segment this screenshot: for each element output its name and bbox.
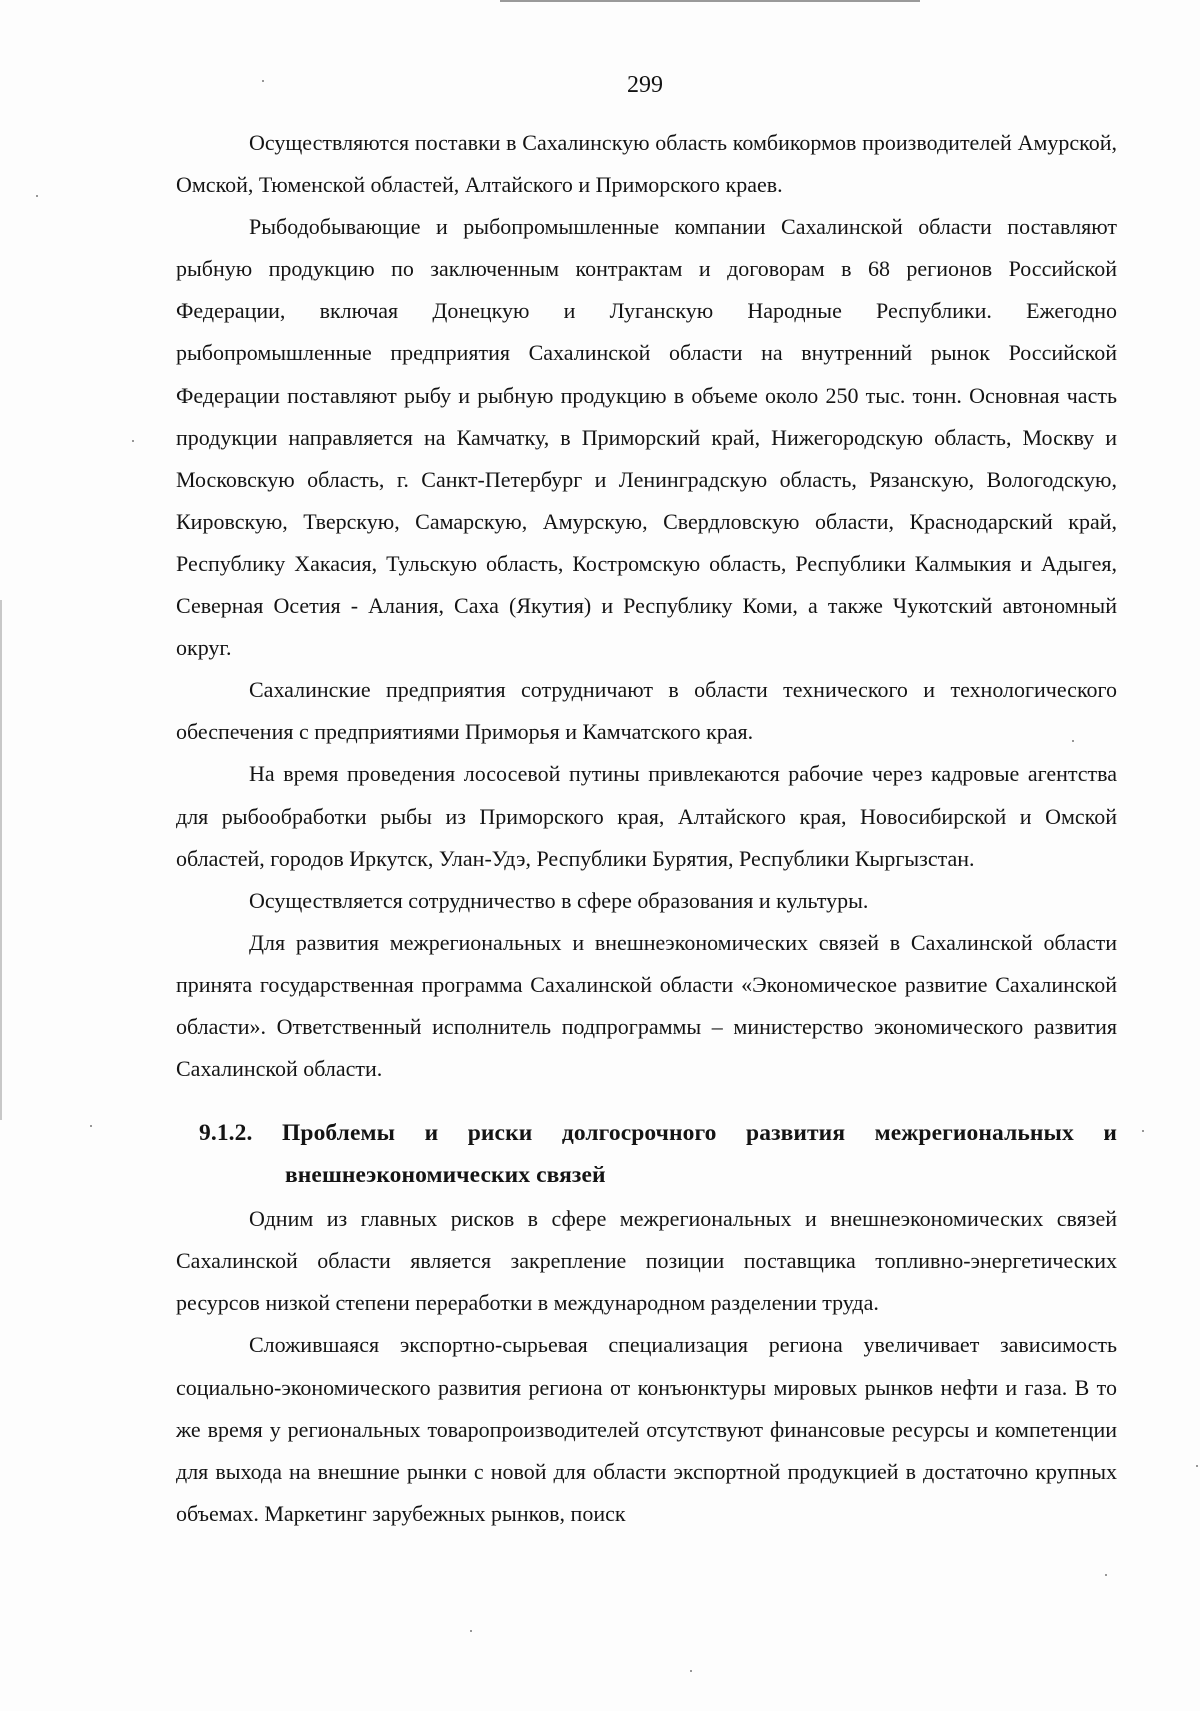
scan-speck <box>36 195 38 197</box>
scan-speck <box>1105 1574 1107 1576</box>
scan-speck <box>470 1630 472 1632</box>
paragraph: Одним из главных рисков в сфере межрегиональных и внешнеэкономических связей Сахалинской области является закрепление позиции поставщика топливно-энергетических ресурсов низкой степени переработки в международном разделении труда. <box>176 1206 1117 1316</box>
scan-speck <box>90 1125 92 1127</box>
page-body <box>176 122 1117 1535</box>
scan-speck <box>690 1670 692 1672</box>
scan-speck <box>262 80 264 82</box>
scan-speck <box>1072 740 1074 742</box>
left-scan-edge <box>0 600 2 1120</box>
paragraph: На время проведения лососевой путины привлекаются рабочие через кадровые агентства для рыбообработки рыбы из Приморского края, Алтайского края, Новосибирской и Омской областей, городов Иркутск, Улан-Удэ, Республики Бурятия, Республики Кыргызстан. <box>176 761 1117 871</box>
paragraph: Осуществляется сотрудничество в сфере образования и культуры. <box>249 887 869 913</box>
scan-speck <box>1196 1465 1198 1467</box>
scan-speck <box>132 440 134 442</box>
paragraph: Осуществляются поставки в Сахалинскую область комбикормов производителей Амурской, Омской, Тюменской областей, Алтайского и Приморского краев. <box>176 130 1117 198</box>
section-number: 9.1.2. <box>199 1120 253 1147</box>
section-heading <box>176 1090 1117 1198</box>
paragraph: Рыбодобывающие и рыбопромышленные компании Сахалинской области поставляют рыбную продукцию по заключенным контрактам и договорам в 68 регионов Российской Федерации, включая Донецкую и Луганскую Народные Республики. Ежегодно рыбопромышленные предприятия Сахалинской области на внутренний рынок Российской Федерации поставляют рыбу и рыбную продукцию в объеме около 250 тыс. тонн. Основная часть продукции направляется на Камчатку, в Приморский край, Нижегородскую область, Москву и Московскую область, г. Санкт-Петербург и Ленинградскую область, Рязанскую, Вологодскую, Кировскую, Тверскую, Самарскую, Амурскую, Свердловскую области, Краснодарский край, Республику Хакасия, Тульскую область, Костромскую область, Республики Калмыкия и Адыгея, Северная Осетия - Алания, Саха (Якутия) и Республику Коми, а также Чукотский автономный округ. <box>176 214 1117 661</box>
paragraph: Сахалинские предприятия сотрудничают в области технического и технологического обеспечения с предприятиями Приморья и Камчатского края. <box>176 677 1117 745</box>
section-title: Проблемы и риски долгосрочного развития межрегиональных и внешнеэкономических связей <box>282 1120 1117 1189</box>
scan-speck <box>1142 1130 1144 1132</box>
top-scan-rule <box>500 0 920 2</box>
paragraph: Сложившаяся экспортно-сырьевая специализация региона увеличивает зависимость социально-экономического развития региона от конъюнктуры мировых рынков нефти и газа. В то же время у региональных товаропроизводителей отсутствуют финансовые ресурсы и компетенции для выхода на внешние рынки с новой для области экспортной продукцией в достаточно крупных объемах. Маркетинг зарубежных рынков, поиск <box>176 1332 1117 1526</box>
page-number: 299 <box>627 72 663 98</box>
paragraph: Для развития межрегиональных и внешнеэкономических связей в Сахалинской области принята государственная программа Сахалинской области «Экономическое развитие Сахалинской области». Ответственный исполнитель подпрограммы – министерство экономического развития Сахалинской области. <box>176 929 1117 1082</box>
